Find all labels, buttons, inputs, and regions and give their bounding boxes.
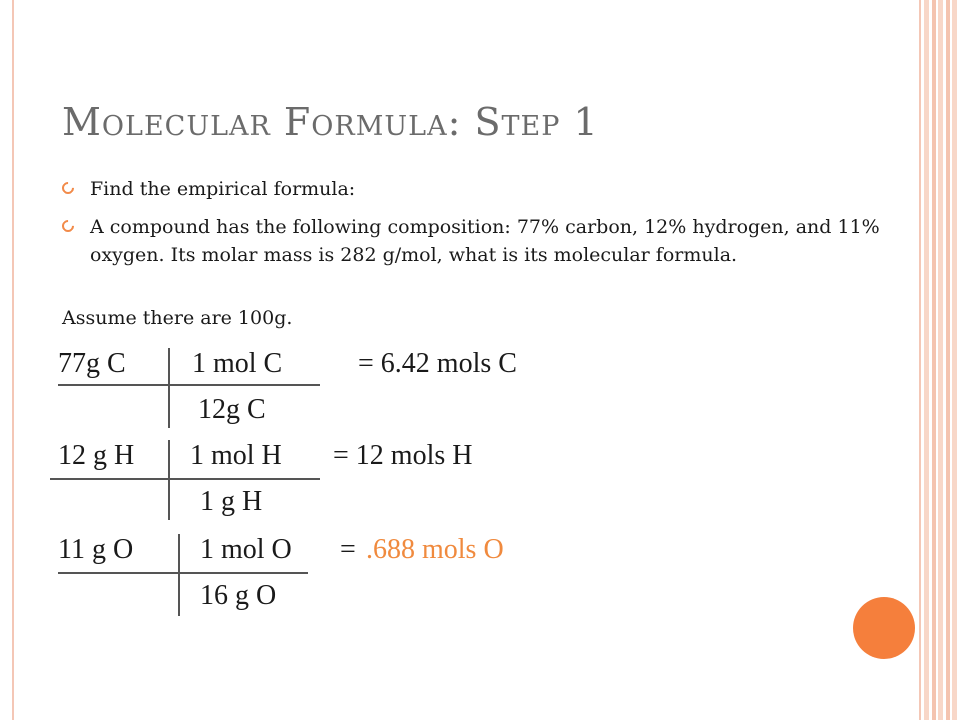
bullet-list — [62, 175, 892, 279]
bullet-icon — [60, 218, 77, 235]
decorative-stripes — [924, 0, 960, 720]
oxygen-numerator: 1 mol O — [200, 534, 292, 565]
bullet-icon — [60, 180, 77, 197]
carbon-numerator: 1 mol C — [192, 348, 283, 379]
slide-title: Molecular Formula: Step 1 — [62, 100, 599, 144]
oxygen-divider — [178, 534, 180, 616]
hydrogen-divider — [168, 440, 170, 520]
carbon-given: 77g C — [58, 348, 126, 379]
carbon-denominator: 12g C — [198, 394, 266, 425]
hydrogen-fraction-line — [50, 478, 320, 480]
carbon-result: = 6.42 mols C — [358, 348, 517, 379]
hydrogen-given: 12 g H — [58, 440, 135, 471]
oxygen-result: .688 mols O — [366, 534, 504, 565]
assumption-text: Assume there are 100g. — [62, 307, 293, 329]
oxygen-equals: = — [340, 534, 356, 565]
hydrogen-result: = 12 mols H — [333, 440, 473, 471]
bullet-item — [62, 213, 892, 269]
decorative-circle — [853, 597, 915, 659]
oxygen-fraction-line — [58, 572, 308, 574]
carbon-fraction-line — [58, 384, 320, 386]
bullet-text: Find the empirical formula: — [90, 178, 356, 200]
carbon-divider — [168, 348, 170, 428]
bullet-text: A compound has the following composition: 77% carbon, 12% hydrogen, and 11% oxygen. Its molar mass is 282 g/mol, what is its molecular formula. — [90, 216, 880, 266]
bullet-item — [62, 175, 892, 203]
hydrogen-denominator: 1 g H — [200, 486, 263, 517]
oxygen-denominator: 16 g O — [200, 580, 277, 611]
oxygen-given: 11 g O — [58, 534, 134, 565]
hydrogen-numerator: 1 mol H — [190, 440, 282, 471]
